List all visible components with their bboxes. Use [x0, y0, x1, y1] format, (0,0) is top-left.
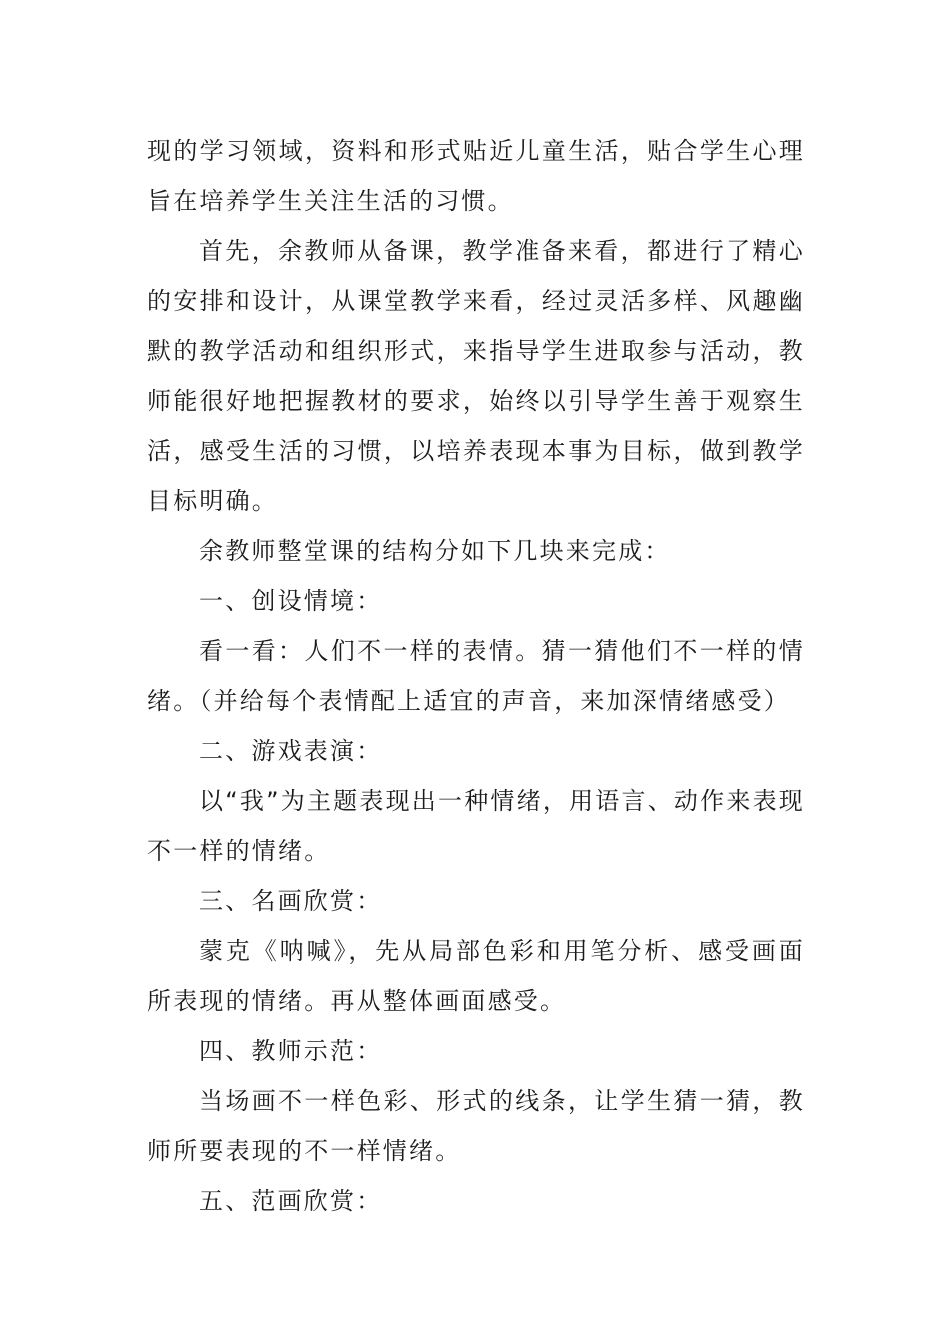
document-body: [147, 126, 805, 1226]
section-heading-5: 五、范画欣赏：: [199, 1187, 383, 1215]
paragraph-5: 以“我”为主题表现出一种情绪，用语言、动作来表现不一样的情绪。: [147, 787, 805, 865]
section-heading-3: 三、名画欣赏：: [199, 887, 383, 915]
paragraph-2: 首先，余教师从备课，教学准备来看，都进行了精心的安排和设计，从课堂教学来看，经过灵活多样、风趣幽默的教学活动和组织形式，来指导学生进取参与活动，教师能很好地把握教材的要求，始终以引导学生善于观察生活，感受生活的习惯，以培养表现本事为目标，做到教学目标明确。: [147, 237, 805, 515]
section-heading-2: 二、游戏表演：: [199, 737, 383, 765]
paragraph-6: 蒙克《呐喊》，先从局部色彩和用笔分析、感受画面所表现的情绪。再从整体画面感受。: [147, 937, 805, 1015]
paragraph-1: 现的学习领域，资料和形式贴近儿童生活，贴合学生心理旨在培养学生关注生活的习惯。: [147, 137, 805, 215]
paragraph-3: 余教师整堂课的结构分如下几块来完成：: [199, 537, 671, 565]
section-heading-4: 四、教师示范：: [199, 1037, 383, 1065]
paragraph-4: 看一看：人们不一样的表情。猜一猜他们不一样的情绪。（并给每个表情配上适宜的声音，来加深情绪感受）: [147, 637, 805, 715]
paragraph-7: 当场画不一样色彩、形式的线条，让学生猜一猜，教师所要表现的不一样情绪。: [147, 1087, 805, 1165]
section-heading-1: 一、创设情境：: [199, 587, 383, 615]
